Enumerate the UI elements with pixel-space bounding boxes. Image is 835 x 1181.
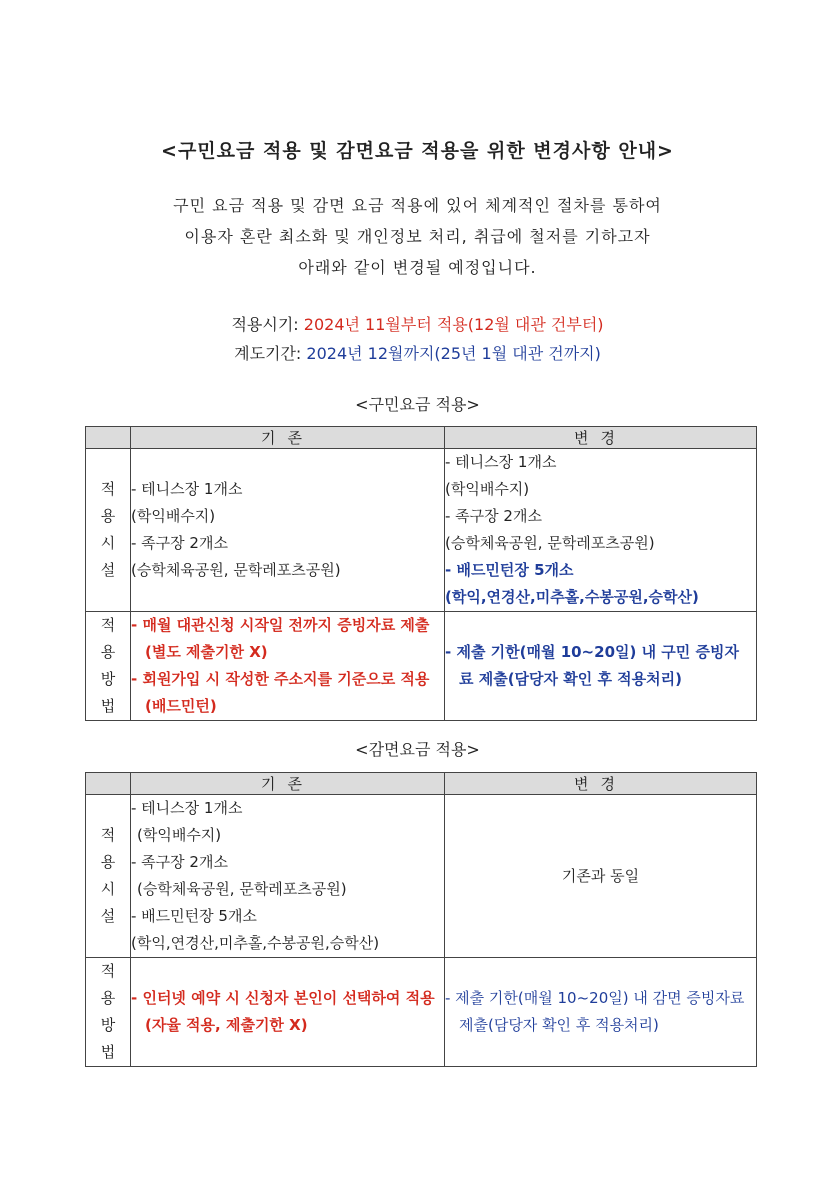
- existing-method: [131, 958, 445, 1067]
- list-item: (승학체육공원, 문학레포츠공원): [131, 561, 341, 579]
- header-change: 변경: [445, 427, 757, 449]
- section-title-reduced: <감면요금 적용>: [355, 740, 480, 759]
- row-label-facility: 적 용 시 설: [86, 795, 131, 958]
- changed-facilities: [445, 449, 757, 612]
- row-label-method: 적 용 방 법: [86, 958, 131, 1067]
- apply-period-value: 2024년 11월부터 적용(12월 대관 건부터): [303, 315, 604, 334]
- list-item: - 족구장 2개소: [445, 507, 542, 525]
- row-label-facility: 적 용 시 설: [86, 449, 131, 612]
- changed-method: [445, 612, 757, 721]
- list-item: (학익배수지): [445, 480, 530, 498]
- list-item: - 족구장 2개소: [131, 534, 228, 552]
- list-item: - 제출 기한(매월 10~20일) 내 구민 증빙자료 제출(담당자 확인 후 적용처리): [445, 643, 739, 688]
- guidance-period: [0, 339, 835, 368]
- changed-method: [445, 958, 757, 1067]
- list-item: (승학체육공원, 문학레포츠공원): [137, 880, 347, 898]
- list-item: (학익,연경산,미추홀,수봉공원,승학산): [131, 934, 380, 952]
- changed-facilities: 기존과 동일: [445, 795, 757, 958]
- page-title: <구민요금 적용 및 감면요금 적용을 위한 변경사항 안내>: [161, 140, 674, 162]
- resident-fee-table: [85, 426, 757, 721]
- row-label-method: 적 용 방 법: [86, 612, 131, 721]
- reduced-fee-table: [85, 772, 757, 1067]
- header-blank: [86, 427, 131, 449]
- section-title-resident: <구민요금 적용>: [355, 395, 480, 414]
- existing-method: [131, 612, 445, 721]
- header-existing: 기존: [131, 773, 445, 795]
- list-item: - 테니스장 1개소: [131, 799, 243, 817]
- list-item: (학익배수지): [137, 826, 222, 844]
- apply-period-label: 적용시기:: [231, 315, 304, 334]
- list-item: - 제출 기한(매월 10~20일) 내 감면 증빙자료 제출(담당자 확인 후 적용처리): [445, 989, 745, 1034]
- list-item: - 배드민턴장 5개소: [131, 907, 257, 925]
- header-blank: [86, 773, 131, 795]
- existing-facilities: [131, 795, 445, 958]
- list-item: - 매월 대관신청 시작일 전까지 증빙자료 제출(별도 제출기한 X): [131, 616, 430, 661]
- guidance-period-label: 계도기간:: [234, 344, 307, 363]
- apply-period: [0, 310, 835, 339]
- list-item-new: (학익,연경산,미추홀,수봉공원,승학산): [445, 588, 699, 606]
- list-item-new: - 배드민턴장 5개소: [445, 561, 574, 579]
- intro-text: [0, 190, 835, 283]
- list-item: - 족구장 2개소: [131, 853, 228, 871]
- list-item: - 회원가입 시 작성한 주소지를 기준으로 적용(배드민턴): [131, 670, 430, 715]
- list-item: (학익배수지): [131, 507, 216, 525]
- existing-facilities: [131, 449, 445, 612]
- header-change: 변경: [445, 773, 757, 795]
- intro-line: 아래와 같이 변경될 예정입니다.: [298, 258, 537, 277]
- list-item: (승학체육공원, 문학레포츠공원): [445, 534, 655, 552]
- guidance-period-value: 2024년 12월까지(25년 1월 대관 건까지): [306, 344, 601, 363]
- schedule-info: [0, 310, 835, 368]
- intro-line: 이용자 혼란 최소화 및 개인정보 처리, 취급에 철저를 기하고자: [184, 227, 651, 246]
- intro-line: 구민 요금 적용 및 감면 요금 적용에 있어 체계적인 절차를 통하여: [173, 196, 662, 215]
- header-existing: 기존: [131, 427, 445, 449]
- list-item: - 테니스장 1개소: [131, 480, 243, 498]
- list-item: - 인터넷 예약 시 신청자 본인이 선택하여 적용(자율 적용, 제출기한 X): [131, 989, 435, 1034]
- list-item: - 테니스장 1개소: [445, 453, 557, 471]
